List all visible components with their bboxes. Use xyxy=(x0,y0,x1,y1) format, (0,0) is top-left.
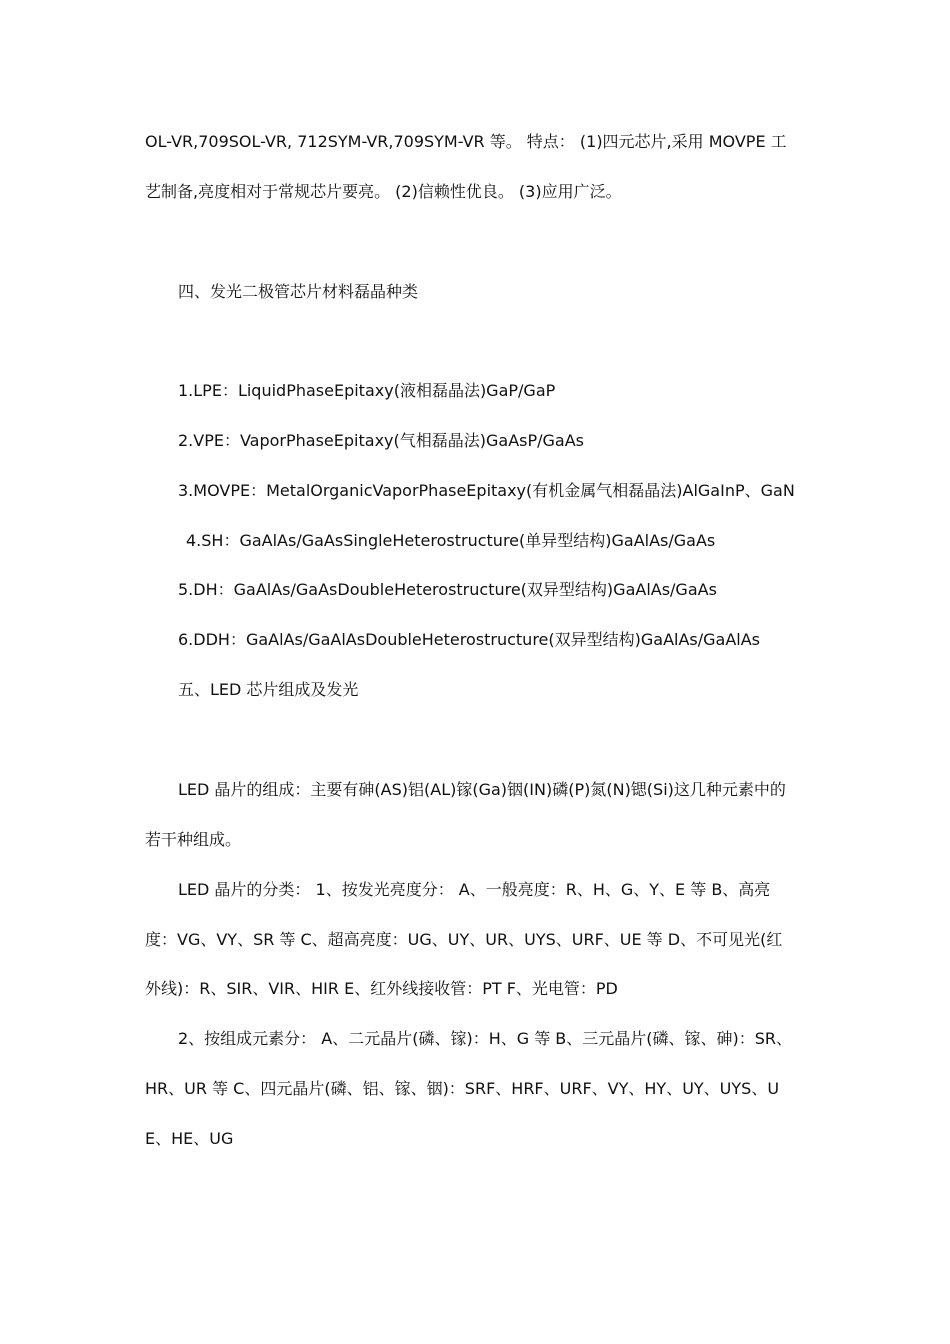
paragraph-line: 度：VG、VY、SR 等 C、超高亮度：UG、UY、UR、UYS、URF、UE 等 D、不可见光(红 xyxy=(145,930,783,949)
list-item: 1.LPE：LiquidPhaseEpitaxy(液相磊晶法)GaP/GaP xyxy=(178,381,556,400)
section-heading: 五、LED 芯片组成及发光 xyxy=(178,680,359,699)
list-item: 5.DH：GaAlAs/GaAsDoubleHeterostructure(双异型结构)GaAlAs/GaAs xyxy=(178,580,717,599)
paragraph-line: 若干种组成。 xyxy=(145,830,242,849)
paragraph-line: 外线)：R、SIR、VIR、HIR E、红外线接收管：PT F、光电管：PD xyxy=(145,979,618,998)
paragraph-line: 艺制备,亮度相对于常规芯片要亮。 (2)信赖性优良。 (3)应用广泛。 xyxy=(145,182,622,201)
list-item: 4.SH：GaAlAs/GaAsSingleHeterostructure(单异型结构)GaAlAs/GaAs xyxy=(186,531,716,550)
paragraph-line: 2、按组成元素分： A、二元晶片(磷、镓)：H、G 等 B、三元晶片(磷、镓、砷)：SR、 xyxy=(178,1029,793,1048)
list-item: 3.MOVPE：MetalOrganicVaporPhaseEpitaxy(有机金属气相磊晶法)AlGaInP、GaN xyxy=(178,481,795,500)
list-item: 2.VPE：VaporPhaseEpitaxy(气相磊晶法)GaAsP/GaAs xyxy=(178,431,584,450)
paragraph-line: LED 晶片的组成：主要有砷(AS)铝(AL)镓(Ga)铟(IN)磷(P)氮(N)锶(Si)这几种元素中的 xyxy=(178,780,786,799)
paragraph-line: HR、UR 等 C、四元晶片(磷、铝、镓、铟)：SRF、HRF、URF、VY、HY、UY、UYS、U xyxy=(145,1079,780,1098)
list-item: 6.DDH：GaAlAs/GaAlAsDoubleHeterostructure(双异型结构)GaAlAs/GaAlAs xyxy=(178,630,761,649)
paragraph-line: OL-VR,709SOL-VR, 712SYM-VR,709SYM-VR 等。 特点： (1)四元芯片,采用 MOVPE 工 xyxy=(145,132,787,151)
section-heading: 四、发光二极管芯片材料磊晶种类 xyxy=(178,282,419,301)
paragraph-line: E、HE、UG xyxy=(145,1129,234,1148)
paragraph-line: LED 晶片的分类： 1、按发光亮度分： A、一般亮度：R、H、G、Y、E 等 B、高亮 xyxy=(178,880,771,899)
